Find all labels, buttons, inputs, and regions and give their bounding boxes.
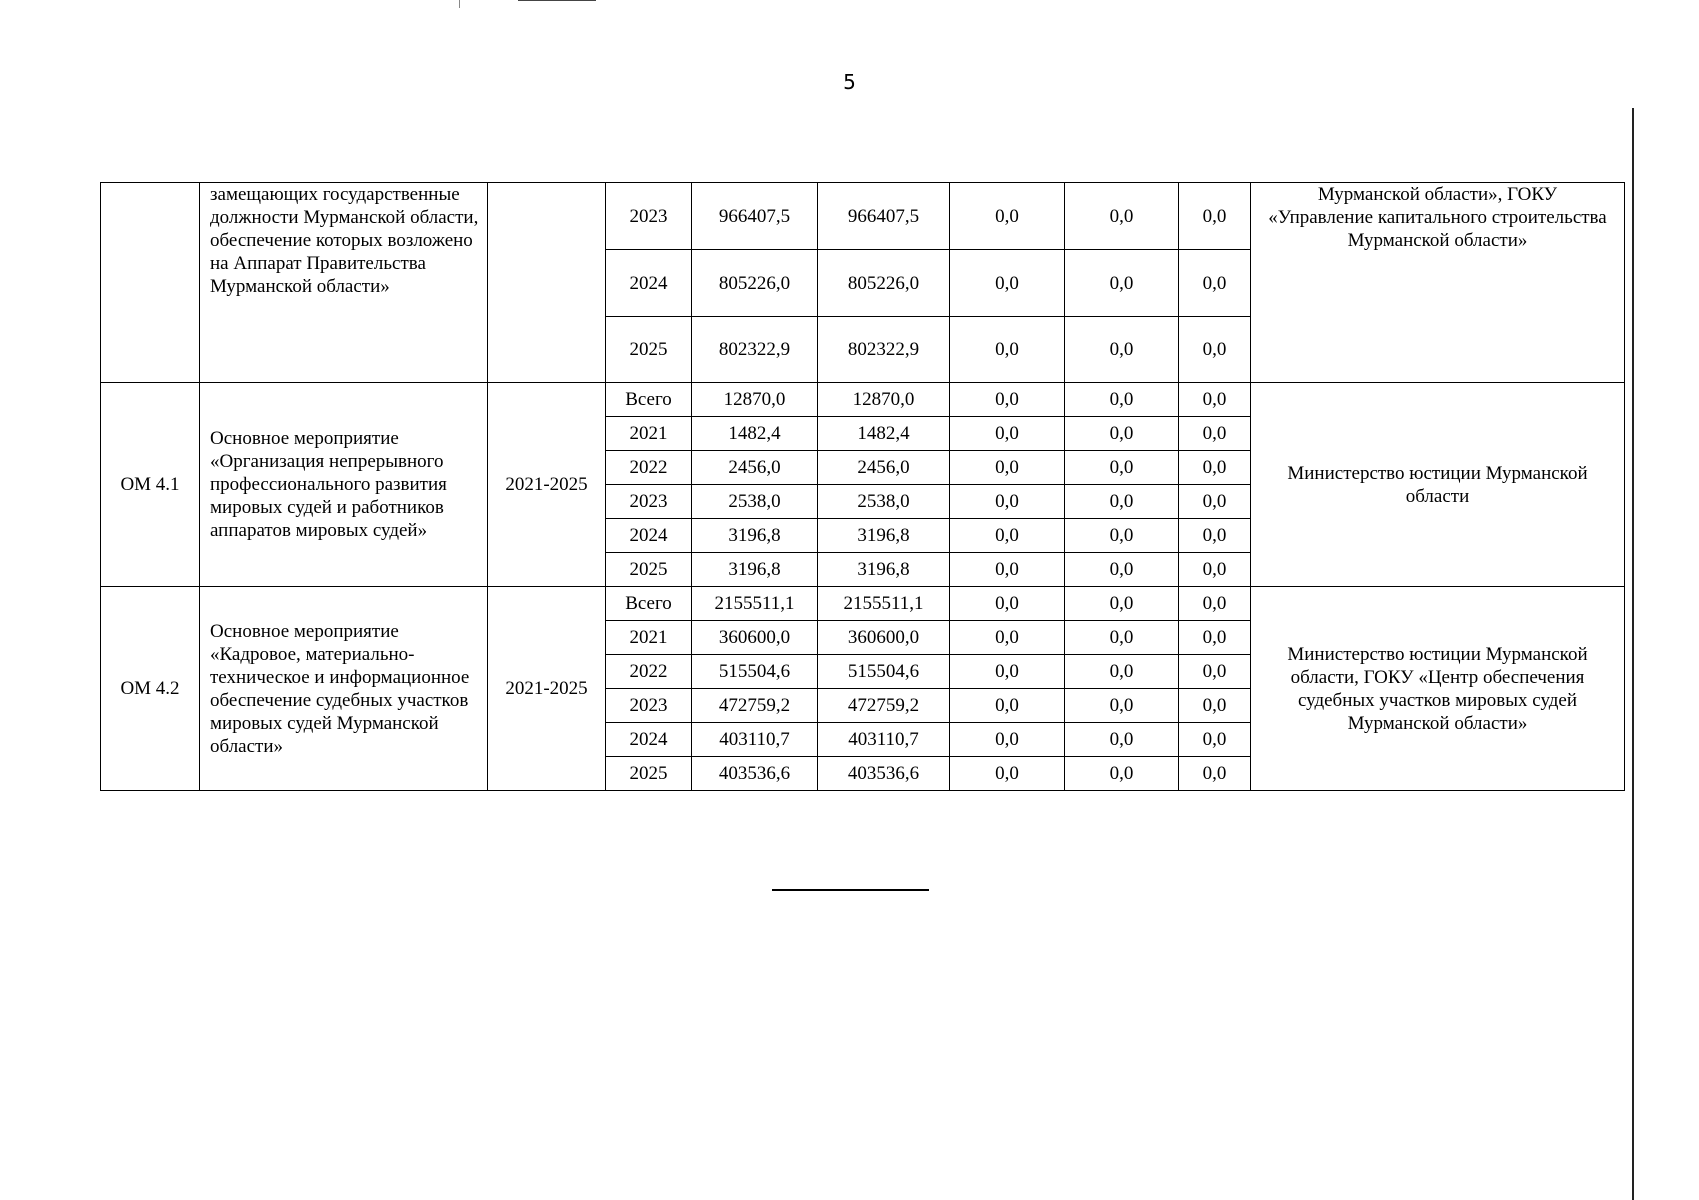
measure-period-cell bbox=[488, 183, 606, 383]
executor-cell: Мурманской области», ГОКУ «Управление капитального строительства Мурманской области» bbox=[1251, 183, 1625, 383]
year-cell: Всего bbox=[606, 587, 692, 621]
regional-budget-cell: 403110,7 bbox=[818, 723, 950, 757]
regional-budget-cell: 2456,0 bbox=[818, 451, 950, 485]
local-budget-cell: 0,0 bbox=[1065, 250, 1179, 317]
total-cell: 2538,0 bbox=[692, 485, 818, 519]
table-row bbox=[101, 587, 1625, 621]
year-cell: 2022 bbox=[606, 451, 692, 485]
year-cell: 2024 bbox=[606, 723, 692, 757]
total-cell: 403536,6 bbox=[692, 757, 818, 791]
end-of-table-separator bbox=[772, 889, 929, 891]
total-cell: 2456,0 bbox=[692, 451, 818, 485]
regional-budget-cell: 2155511,1 bbox=[818, 587, 950, 621]
total-cell: 515504,6 bbox=[692, 655, 818, 689]
year-cell: 2025 bbox=[606, 757, 692, 791]
page-right-edge-line bbox=[1632, 108, 1634, 1200]
measure-code-cell bbox=[101, 183, 200, 383]
measure-period-cell: 2021-2025 bbox=[488, 587, 606, 791]
local-budget-cell: 0,0 bbox=[1065, 655, 1179, 689]
federal-budget-cell: 0,0 bbox=[950, 519, 1065, 553]
scan-artifact-tick bbox=[459, 0, 460, 8]
regional-budget-cell: 515504,6 bbox=[818, 655, 950, 689]
other-sources-cell: 0,0 bbox=[1179, 553, 1251, 587]
year-cell: 2024 bbox=[606, 250, 692, 317]
year-cell: 2025 bbox=[606, 553, 692, 587]
budget-table bbox=[100, 182, 1625, 791]
federal-budget-cell: 0,0 bbox=[950, 689, 1065, 723]
other-sources-cell: 0,0 bbox=[1179, 655, 1251, 689]
federal-budget-cell: 0,0 bbox=[950, 621, 1065, 655]
regional-budget-cell: 805226,0 bbox=[818, 250, 950, 317]
local-budget-cell: 0,0 bbox=[1065, 519, 1179, 553]
regional-budget-cell: 3196,8 bbox=[818, 519, 950, 553]
local-budget-cell: 0,0 bbox=[1065, 723, 1179, 757]
total-cell: 3196,8 bbox=[692, 519, 818, 553]
executor-cell: Министерство юстиции Мурманской области bbox=[1251, 383, 1625, 587]
executor-cell: Министерство юстиции Мурманской области, ГОКУ «Центр обеспечения судебных участков мировых судей Мурманской области» bbox=[1251, 587, 1625, 791]
federal-budget-cell: 0,0 bbox=[950, 383, 1065, 417]
federal-budget-cell: 0,0 bbox=[950, 553, 1065, 587]
measure-name-cell: замещающих государственные должности Мурманской области, обеспечение которых возложено на Аппарат Правительства Мурманской области» bbox=[200, 183, 488, 383]
measure-period-cell: 2021-2025 bbox=[488, 383, 606, 587]
regional-budget-cell: 3196,8 bbox=[818, 553, 950, 587]
other-sources-cell: 0,0 bbox=[1179, 587, 1251, 621]
other-sources-cell: 0,0 bbox=[1179, 183, 1251, 250]
local-budget-cell: 0,0 bbox=[1065, 757, 1179, 791]
federal-budget-cell: 0,0 bbox=[950, 485, 1065, 519]
total-cell: 12870,0 bbox=[692, 383, 818, 417]
total-cell: 966407,5 bbox=[692, 183, 818, 250]
year-cell: 2023 bbox=[606, 183, 692, 250]
scan-artifact-line bbox=[518, 0, 596, 1]
local-budget-cell: 0,0 bbox=[1065, 587, 1179, 621]
measure-code-cell: ОМ 4.1 bbox=[101, 383, 200, 587]
other-sources-cell: 0,0 bbox=[1179, 383, 1251, 417]
local-budget-cell: 0,0 bbox=[1065, 451, 1179, 485]
federal-budget-cell: 0,0 bbox=[950, 757, 1065, 791]
federal-budget-cell: 0,0 bbox=[950, 417, 1065, 451]
other-sources-cell: 0,0 bbox=[1179, 451, 1251, 485]
federal-budget-cell: 0,0 bbox=[950, 723, 1065, 757]
year-cell: 2021 bbox=[606, 621, 692, 655]
local-budget-cell: 0,0 bbox=[1065, 485, 1179, 519]
regional-budget-cell: 1482,4 bbox=[818, 417, 950, 451]
federal-budget-cell: 0,0 bbox=[950, 183, 1065, 250]
federal-budget-cell: 0,0 bbox=[950, 317, 1065, 383]
total-cell: 802322,9 bbox=[692, 317, 818, 383]
local-budget-cell: 0,0 bbox=[1065, 317, 1179, 383]
table-row bbox=[101, 383, 1625, 417]
local-budget-cell: 0,0 bbox=[1065, 553, 1179, 587]
page-number: 5 bbox=[843, 70, 856, 94]
year-cell: 2023 bbox=[606, 485, 692, 519]
federal-budget-cell: 0,0 bbox=[950, 587, 1065, 621]
regional-budget-cell: 12870,0 bbox=[818, 383, 950, 417]
total-cell: 472759,2 bbox=[692, 689, 818, 723]
federal-budget-cell: 0,0 bbox=[950, 655, 1065, 689]
total-cell: 805226,0 bbox=[692, 250, 818, 317]
other-sources-cell: 0,0 bbox=[1179, 621, 1251, 655]
other-sources-cell: 0,0 bbox=[1179, 689, 1251, 723]
total-cell: 360600,0 bbox=[692, 621, 818, 655]
local-budget-cell: 0,0 bbox=[1065, 183, 1179, 250]
year-cell: Всего bbox=[606, 383, 692, 417]
year-cell: 2021 bbox=[606, 417, 692, 451]
local-budget-cell: 0,0 bbox=[1065, 417, 1179, 451]
other-sources-cell: 0,0 bbox=[1179, 317, 1251, 383]
total-cell: 2155511,1 bbox=[692, 587, 818, 621]
other-sources-cell: 0,0 bbox=[1179, 485, 1251, 519]
year-cell: 2022 bbox=[606, 655, 692, 689]
other-sources-cell: 0,0 bbox=[1179, 757, 1251, 791]
other-sources-cell: 0,0 bbox=[1179, 519, 1251, 553]
regional-budget-cell: 360600,0 bbox=[818, 621, 950, 655]
local-budget-cell: 0,0 bbox=[1065, 621, 1179, 655]
year-cell: 2025 bbox=[606, 317, 692, 383]
measure-name-cell: Основное мероприятие «Организация непрерывного профессионального развития мировых судей и работников аппаратов мировых судей» bbox=[200, 383, 488, 587]
local-budget-cell: 0,0 bbox=[1065, 383, 1179, 417]
other-sources-cell: 0,0 bbox=[1179, 250, 1251, 317]
other-sources-cell: 0,0 bbox=[1179, 417, 1251, 451]
total-cell: 403110,7 bbox=[692, 723, 818, 757]
measure-code-cell: ОМ 4.2 bbox=[101, 587, 200, 791]
local-budget-cell: 0,0 bbox=[1065, 689, 1179, 723]
year-cell: 2024 bbox=[606, 519, 692, 553]
federal-budget-cell: 0,0 bbox=[950, 250, 1065, 317]
federal-budget-cell: 0,0 bbox=[950, 451, 1065, 485]
regional-budget-cell: 2538,0 bbox=[818, 485, 950, 519]
measure-name-cell: Основное мероприятие «Кадровое, материально-техническое и информационное обеспечение судебных участков мировых судей Мурманской области» bbox=[200, 587, 488, 791]
other-sources-cell: 0,0 bbox=[1179, 723, 1251, 757]
year-cell: 2023 bbox=[606, 689, 692, 723]
regional-budget-cell: 403536,6 bbox=[818, 757, 950, 791]
total-cell: 1482,4 bbox=[692, 417, 818, 451]
regional-budget-cell: 472759,2 bbox=[818, 689, 950, 723]
table-row bbox=[101, 183, 1625, 250]
regional-budget-cell: 802322,9 bbox=[818, 317, 950, 383]
total-cell: 3196,8 bbox=[692, 553, 818, 587]
regional-budget-cell: 966407,5 bbox=[818, 183, 950, 250]
